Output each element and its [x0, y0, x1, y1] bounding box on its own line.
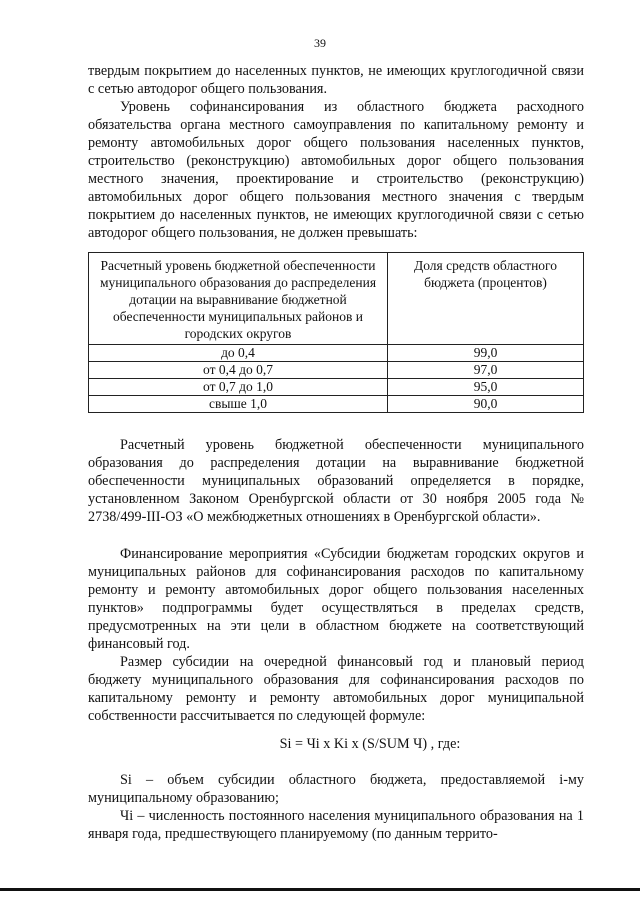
table-row: [89, 345, 584, 362]
paragraph-financing: Финансирование мероприятия «Субсидии бюджетам городских округов и муниципальных районов для софинансирования расходов по капитальному ремонту и ремонту автомобильных дорог общего пользования населенных пунктов» подпрограммы будет осуществляться в пределах средств, предусмотренных на эти цели в областном бюджете на соответствующий финансовый год.: [88, 546, 584, 652]
page-number: 39: [314, 36, 326, 50]
subsidy-formula: Si = Чi x Ki x (S/SUM Ч) , где:: [279, 736, 461, 752]
table-row: [89, 379, 584, 396]
table-cell-share: 99,0: [388, 345, 584, 362]
paragraph-si-definition: Si – объем субсидии областного бюджета, предоставляемой i-му муниципальному образованию;: [88, 772, 584, 806]
paragraph-continuation: твердым покрытием до населенных пунктов, не имеющих круглогодичной связи с сетью автодорог общего пользования.: [88, 63, 584, 97]
paragraph-budget-level-definition: Расчетный уровень бюджетной обеспеченности муниципального образования до распределения дотации на выравнивание бюджетной обеспеченности муниципальных образований определяется в порядке, установленном Законом Оренбургской области от 30 ноября 2005 года № 2738/499-III-ОЗ «О межбюджетных отношениях в Оренбургской области».: [88, 437, 584, 525]
table-cell-share: 90,0: [388, 396, 584, 413]
table-row: [89, 362, 584, 379]
table-cell-share: 97,0: [388, 362, 584, 379]
table-row: [89, 396, 584, 413]
table-header-row: [89, 253, 584, 345]
bottom-rule: [0, 888, 640, 891]
table-cell-level: от 0,4 до 0,7: [89, 362, 388, 379]
table-header-share: Доля средств областного бюджета (процентов): [388, 253, 584, 345]
paragraph-chi-definition: Чi – численность постоянного населения муниципального образования на 1 января года, предшествующего планируемому (по данным террито-: [88, 808, 584, 842]
table-cell-share: 95,0: [388, 379, 584, 396]
paragraph-subsidy-size: Размер субсидии на очередной финансовый год и плановый период бюджету муниципального образования для софинансирования расходов по капитальному ремонту и ремонту автомобильных дорог муниципальной собственности рассчитывается по следующей формуле:: [88, 654, 584, 724]
table-cell-level: свыше 1,0: [89, 396, 388, 413]
table-cell-level: от 0,7 до 1,0: [89, 379, 388, 396]
table-header-budget-level: Расчетный уровень бюджетной обеспеченности муниципального образования до распределения дотации на выравнивание бюджетной обеспеченности муниципальных районов и городских округов: [89, 253, 388, 345]
cofinancing-table: [88, 252, 584, 413]
paragraph-cofinancing-level: Уровень софинансирования из областного бюджета расходного обязательства органа местного самоуправления по капитальному ремонту и ремонту автомобильных дорог общего пользования населенных пунктов, строительство (реконструкцию) автомобильных дорог общего пользования местного значения, проектирование и строительство (реконструкцию) автомобильных дорог общего пользования местного значения с твердым покрытием до населенных пунктов, не имеющих круглогодичной связи с сетью автодорог общего пользования, не должен превышать:: [88, 99, 584, 241]
table-cell-level: до 0,4: [89, 345, 388, 362]
